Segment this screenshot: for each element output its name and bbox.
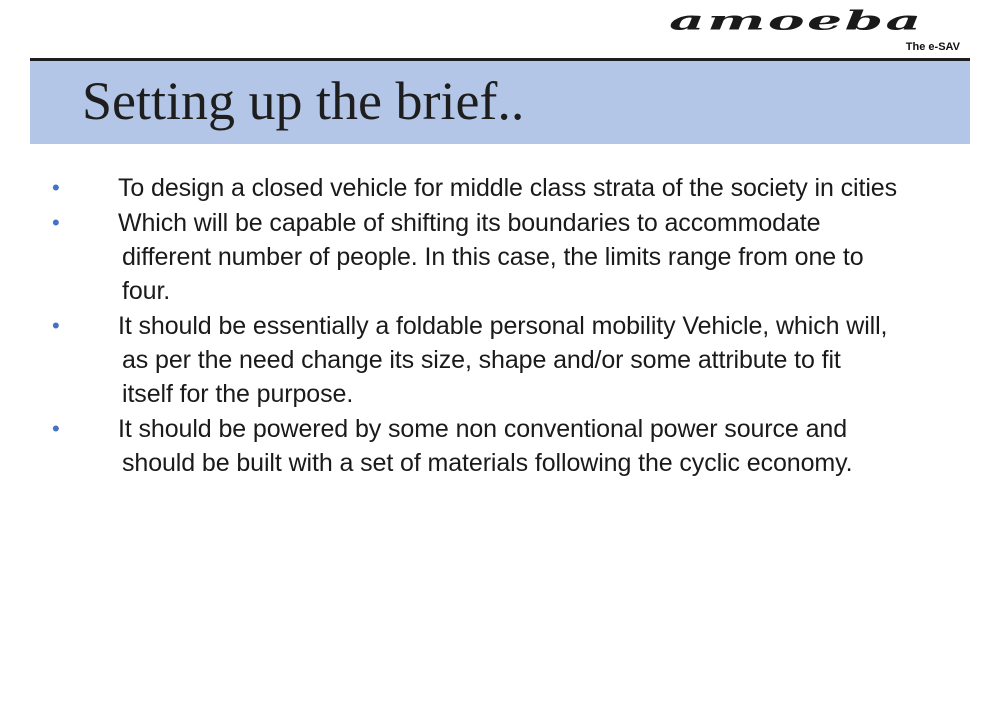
bullet-item bbox=[52, 206, 898, 308]
bullet-text: It should be essentially a foldable personal mobility Vehicle, which will, as per the need change its size, shape and/or some attribute to fit itself for the purpose. bbox=[118, 312, 888, 408]
amoeba-logo bbox=[669, 5, 960, 60]
logo-tagline: The e-SAV bbox=[905, 41, 960, 53]
bullet-text: Which will be capable of shifting its boundaries to accommodate different number of people. In this case, the limits range from one to four. bbox=[118, 209, 864, 305]
bullet-text: It should be powered by some non conventional power source and should be built with a set of materials following the cyclic economy. bbox=[118, 415, 853, 477]
bullet-item bbox=[52, 412, 898, 480]
bullet-dot-icon: • bbox=[52, 416, 60, 441]
bullet-dot-icon: • bbox=[52, 175, 60, 200]
brief-bullet-list bbox=[0, 171, 1000, 481]
bullet-dot-icon: • bbox=[52, 210, 60, 235]
title-band bbox=[30, 61, 970, 144]
bullet-item bbox=[52, 171, 898, 205]
bullet-text: To design a closed vehicle for middle class strata of the society in cities bbox=[118, 174, 897, 202]
bullet-dot-icon: • bbox=[52, 313, 60, 338]
logo-wordmark: amoeba bbox=[669, 5, 924, 37]
slide-title: Setting up the brief.. bbox=[82, 71, 525, 131]
bullet-item bbox=[52, 309, 898, 411]
